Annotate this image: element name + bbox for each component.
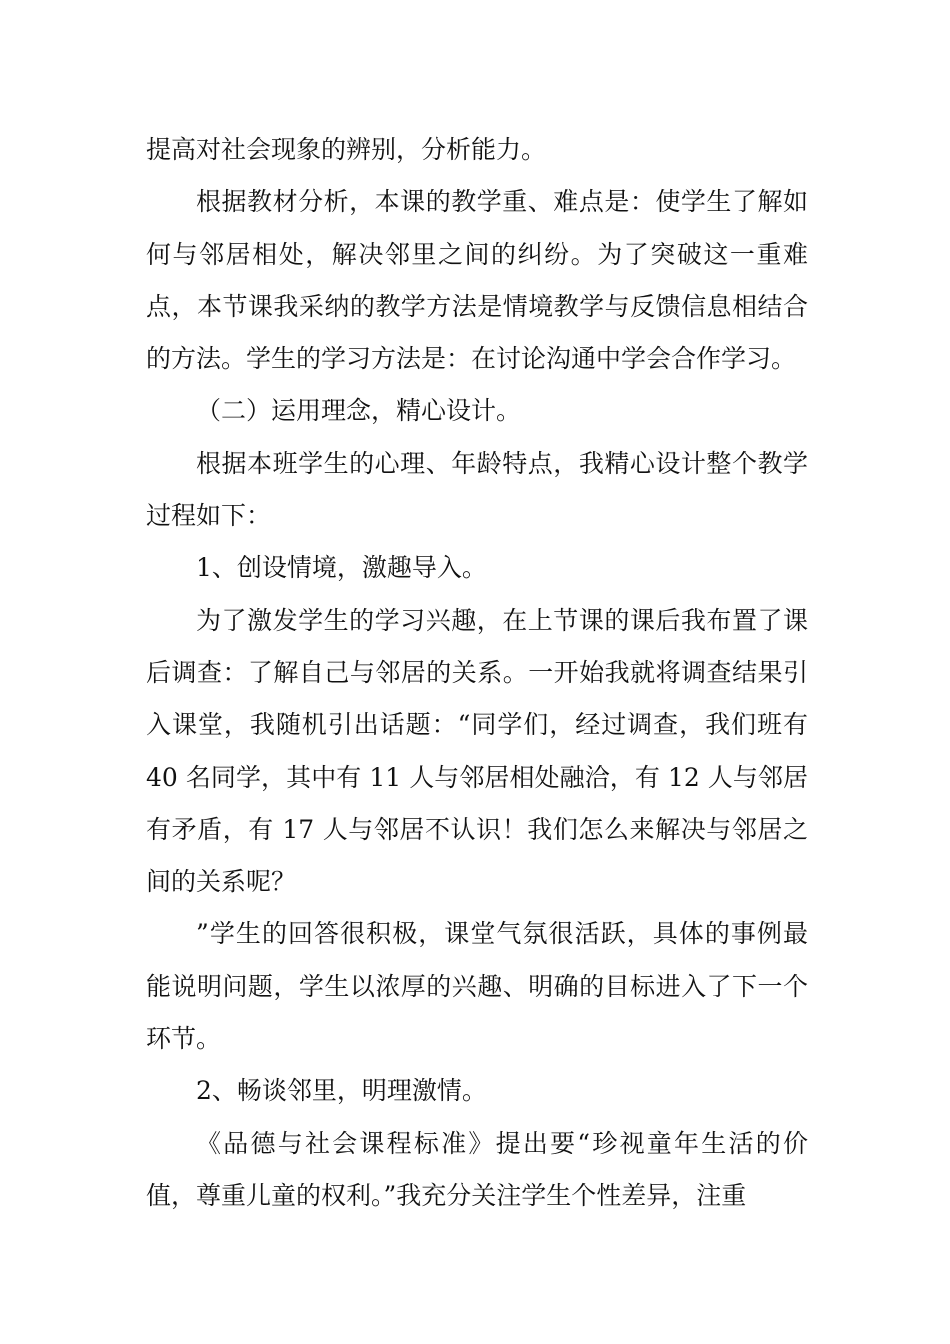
document-body (146, 124, 808, 1222)
paragraph-4: 根据本班学生的心理、年龄特点，我精心设计整个教学过程如下： (146, 448, 808, 531)
paragraph-1: 提高对社会现象的辨别，分析能力。 (146, 135, 547, 164)
paragraph-9: 《品德与社会课程标准》提出要“珍视童年生活的价值，尊重儿童的权利。”我充分关注学生个性差异，注重 (146, 1128, 808, 1210)
section-heading-2: （二）运用理念，精心设计。 (196, 396, 522, 426)
step-heading-2: 2、畅谈邻里，明理激情。 (196, 1076, 487, 1106)
paragraph-7: ”学生的回答很积极，课堂气氛很活跃，具体的事例最能说明问题，学生以浓厚的兴趣、明确的目标进入了下一个环节。 (146, 919, 808, 1054)
paragraph-6: 为了激发学生的学习兴趣，在上节课的课后我布置了课后调查：了解自己与邻居的关系。一开始我就将调查结果引入课堂，我随机引出话题：“同学们，经过调查，我们班有 40 名同学，其中有 11 人与邻居相处融洽，有 12 人与邻居有矛盾，有 17 人与邻居不认识！我们怎么来解决与邻居之间的关系呢？ (146, 605, 808, 897)
paragraph-2: 根据教材分析，本课的教学重、难点是：使学生了解如何与邻居相处，解决邻里之间的纠纷。为了突破这一重难点，本节课我采纳的教学方法是情境教学与反馈信息相结合的方法。学生的学习方法是：在讨论沟通中学会合作学习。 (146, 187, 808, 374)
step-heading-1: 1、创设情境，激趣导入。 (196, 553, 487, 583)
